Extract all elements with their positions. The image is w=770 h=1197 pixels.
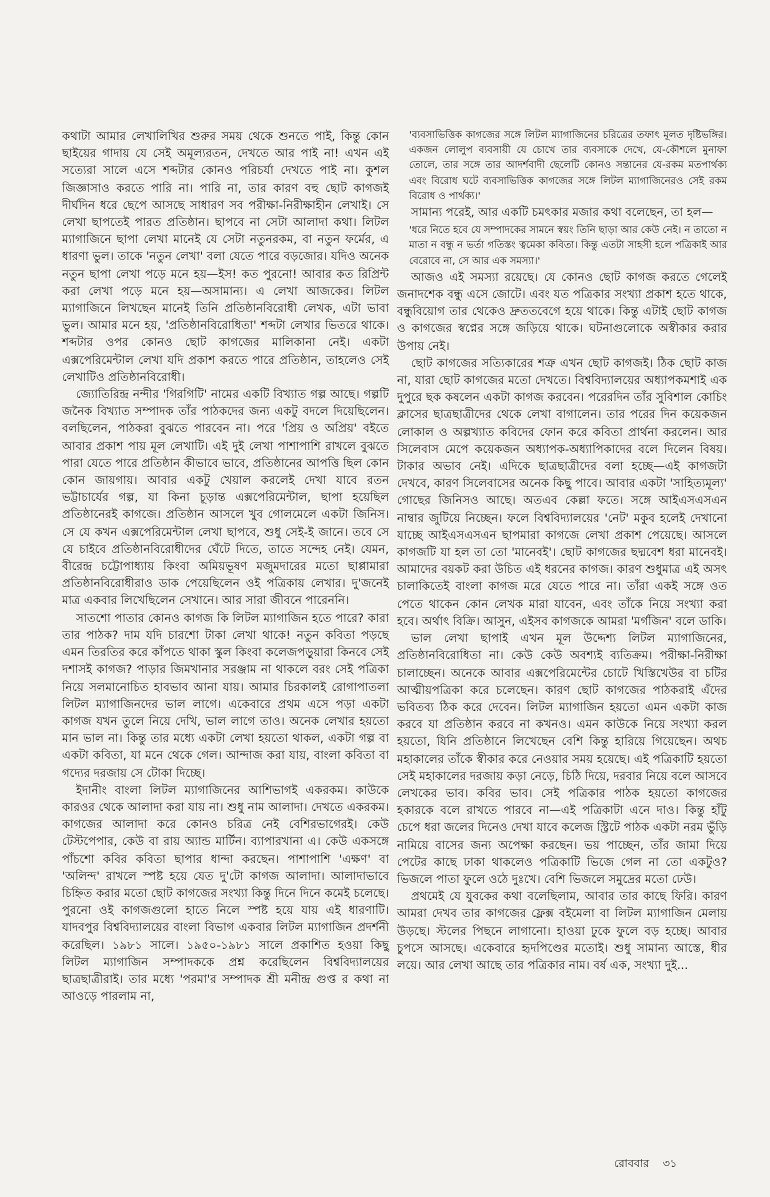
body-paragraph: প্রথমেই যে যুবকের কথা বলেছিলাম, আবার তার কাছে ফিরি। কারণ আমরা দেখব তার কাগজের ফ্লেক্স বইমেলা বা লিটল ম্যাগাজিন মেলায় উড়ছে। স্টলের পিছনে লাগানো। হাওয়া ঢুকে ফুলে বড় হচ্ছে। আবার চুপসে আসছে। একেবারে হৃদপিণ্ডের মতোই। শুধু সামান্য আস্তে, ধীর লয়ে। আর লেখা আছে তার পত্রিকার নাম। বর্ষ এক, সংখ্যা দুই... <box>397 889 727 972</box>
right-column <box>397 128 727 974</box>
body-paragraph: ইদানীং বাংলা লিটল ম্যাগাজিনের আশিভাগই একরকম। কাউকে কারওর থেকে আলাদা করা যায় না। শুধু নাম আলাদা। দেখতে একরকম। কাগজের আলাদা করে কোনও চরিত্র নেই বেশিরভাগেরই। কেউ টেস্টপেপার, কেউ বা রায় অ্যান্ড মার্টিন। ব্যাপারখানা এ। কেউ একসঙ্গে পাঁচশো কবির কবিতা ছাপার ধান্দা করছেন। পাশাপাশি 'এক্ষণ' বা 'অলিন্দ' রাখলে স্পষ্ট হয়ে যেত দু'টো কাগজ আলাদা। আলাদাভাবে চিহ্নিত করার মতো ছোট কাগজের সংখ্যা কিন্তু দিনে দিনে কমেই চলেছে। পুরনো ওই কাগজগুলো হাতে নিলে স্পষ্ট হয়ে যায় এই ধারণাটি। যাদবপুর বিশ্ববিদ্যালয়ের বাংলা বিভাগ একবার লিটল ম্যাগাজিন প্রদর্শনী করেছিল। ১৯৮১ সালে। ১৯৫০-১৯৮১ সালে প্রকাশিত হওয়া কিছু লিটল ম্যাগাজিন সম্পাদককে প্রশ্ন করেছিলেন বিশ্ববিদ্যালয়ের ছাত্রছাত্রীরাই। তার মধ্যে 'পরমা'র সম্পাদক শ্রী মনীন্দ্র গুপ্ত র কথা না আওড়ে পারলাম না, <box>62 782 389 1004</box>
left-column <box>62 128 389 1005</box>
body-paragraph: সামান্য পরেই, আর একটি চমৎকার মজার কথা বলেছেন, তা হল— <box>411 205 714 220</box>
body-paragraph: আজও এই সমস্যা রয়েছে। যে কোনও ছোট কাগজ করতে গেলেই জনাদশেক বন্ধু এসে জোটে। এবং যত পত্রিকার সংখ্যা প্রকাশ হতে থাকে, বন্ধুবিয়োগ তার থেকেও দ্রুততবেগে হয়ে থাকে। কিন্তু এটাই ছোট কাগজ ও কাগজের স্বপ্নের সঙ্গে জড়িয়ে থাকে। ঘটনাগুলোকে অস্বীকার করার উপায় নেই। <box>397 269 727 353</box>
body-paragraph: ভাল লেখা ছাপাই এখন মূল উদ্দেশ্য লিটল ম্যাগাজিনের, প্রতিষ্ঠানবিরোধিতা না। কেউ কেউ অবশ্যই ব্যতিক্রম। পরীক্ষা-নিরীক্ষা চালাচ্ছেন। অনেকে আবার এক্সপেরিমেন্টের চোটে খিস্তিখেউর বা চটির আত্মীয়পত্রিকা করে চলেছেন। কারণ ছোট কাগজের পাঠকরাই এঁদের ভবিতব্য ঠিক করে দেবেন। লিটল ম্যাগাজিন হয়তো এমন একটা কাজ করবে যা প্রতিষ্ঠান করবে না কখনও। এমন কাউকে নিয়ে সংখ্যা করল হয়তো, যিনি প্রতিষ্ঠানে লিখেছেন বেশি কিন্তু হারিয়ে গিয়েছেন। অথচ মহাকালের তাঁকে স্বীকার করে নেওয়ার সময় হয়েছে। এই পত্রিকাটি হয়তো সেই মহাকালের দরজায় কড়া নেড়ে, চিঠি দিয়ে, দরবার নিয়ে বলে আসবে লেখকের ভাব। কবির ভাব। সেই পত্রিকার পাঠক হয়তো কাগজের হকারকে বলে রাখতে পারবে না—এই পত্রিকাটা এনে দাও। কিন্তু হাঁটু চেপে ধরা জলের দিনেও দেখা যাবে কলেজ স্ট্রিটে পাঠক একটা নরম ভুঁড়ি নামিয়ে বাসের জন্য অপেক্ষা করছেন। ভয় পাচ্ছেন, তাঁর জামা দিয়ে পেটের কাছে ঢাকা থাকলেও পত্রিকাটি ভিজে গেল না তো একটুও? ভিজলে পাতা ফুলে ওঠে দুঃখে। বেশি ভিজলে সমুদ্রের মতো ঢেউ। <box>397 631 727 886</box>
body-paragraph: ছোট কাগজের সত্যিকারের শত্রু এখন ছোট কাগজই। ঠিক ছোট কাজ না, যারা ছোট কাগজের মতো দেখতে। বিশ্ববিদ্যালয়ের অধ্যাপকমশাই এক দুপুরে ছক কষলেন একটা কাগজ করবেন। পরেরদিন তাঁর সুবিশাল কোচিং ক্লাসের ছাত্রছাত্রীদের থেকে লেখা বাগালেন। তার পরের দিন কয়েকজন লোকাল ও অল্পখ্যাত কবিদের ফোন করে কবিতা প্রার্থনা করলেন। আর সিলেবাস মেপে কয়েকজন অধ্যাপক-অধ্যাপিকাদের বলে দিলেন বিষয়। টাকার অভাব নেই। এদিকে ছাত্রছাত্রীদের বলা হচ্ছে—এই কাগজটা দেখবে, কারণ সিলেবাসের অনেক কিছু পাবে। আবার একটা 'সাহিত্যমূল্য' গোছের জিনিসও আছে। অতএব কেল্লা ফতে। সঙ্গে আইএসএসএন নাম্বার জুটিয়ে নিচ্ছেন। ফলে বিশ্ববিদ্যালয়ের 'নেট' মকুব হলেই দেখানো যাচ্ছে আইএসএসএন ছাপমারা কাগজে লেখা প্রকাশ পেয়েছে। আসলে কাগজটি যা হল তা তো 'মানেবই'। ছোট কাগজের ছদ্মবেশ ধরা মানেবই। আমাদের বয়কট করা উচিত এই ধরনের কাগজ। কারণ শুধুমাত্র এই অসৎ চালাকিতেই বাংলা কাগজ মরে যেতে পারে না। তাঁরা একই সঙ্গে ওত পেতে থাকেন কোন লেখক মারা যাবেন, এবং তাঁকে নিয়ে সংখ্যা করা হবে। অর্থাৎ বিক্রি। আসুন, এইসব কাগজকে আমরা 'মর্গজিন' বলে ডাকি। <box>397 355 727 628</box>
page-number: ৩১ <box>662 1157 677 1170</box>
body-paragraph: কথাটা আমার লেখালিখির শুরুর সময় থেকে শুনতে পাই, কিন্তু কোন ছাইয়ের গাদায় যে সেই অমূল্যরতন, দেখতে আর পাই না! এখন এই সত্যেরা সালে এসে শব্দটার কোনও পরিচর্যা দেখতে পাই না। কুশল জিজ্ঞাসাও করতে পারি না। পারি না, তার কারণ বহু ছোট কাগজই দীর্ঘদিন ধরে ছেপে আসছে সাধারণ সব পরীক্ষা-নিরীক্ষাহীন লেখাই। সে লেখা ছাপতেই পারত প্রতিষ্ঠান। ছাপবে না সেটা আলাদা কথা। লিটল ম্যাগাজিনে ছাপা লেখা মানেই যে সেটা নতুনরকম, বা নতুন ফর্মের, এ ধারণা ভুল। তাকে 'নতুন লেখা' বলা যেতে পারে বড়জোর। যদিও অনেক নতুন ছাপা লেখা পড়ে মনে হয়—ইস! কত পুরনো! আবার কত রিপ্রিন্ট করা লেখা পড়ে মনে হয়—অসামান্য। এ লেখা আজকের। লিটল ম্যাগাজিনে লিখছেন মানেই তিনি প্রতিষ্ঠানবিরোধী লেখক, এটা ভাবা ভুল। আমার মনে হয়, 'প্রতিষ্ঠানবিরোধিতা' শব্দটা লেখার ভিতরে থাকে। শব্দটার ওপর কোনও ছোট কাগজের মালিকানা নেই। একটা এক্সপেরিমেন্টাল লেখা যদি প্রকাশ করতে পারে প্রতিষ্ঠান, তাহলেও সেই লেখাটিও প্রতিষ্ঠানবিরোধী। <box>62 129 389 384</box>
body-paragraph: সাতশো পাতার কোনও কাগজ কি লিটল ম্যাগাজিন হতে পারে? কারা তার পাঠক? দাম যদি চারশো টাকা লেখা থাকে! নতুন কবিতা পড়ছে এমন তিরতির করে কাঁপতে থাকা স্কুল কিংবা কলেজপড়ুয়ারা কিনবে সেই দশাসই কাগজ? পাড়ার জিমখানার সরঞ্জাম না থাকলে বরং সেই পত্রিকা নিয়ে সলমানোচিত হাবভাব আনা যায়। আমার চিরকালই রোগাপাতলা লিটল ম্যাগাজিনদের ভাল লাগে। একেবারে প্রথম এসে পড়া একটা কাগজ যখন তুলে নিয়ে দেখি, ভাল লাগে তাও। অনেক লেখার হয়তো মান ভাল না। কিন্তু তার মধ্যে একটা লেখা হয়তো থাকল, একটা গল্প বা একটা কবিতা, যা মনে থেকে গেল। আন্দাজ করা যায়, বাংলা কবিতা বা গদ্যের দরজায় সে টোকা দিচ্ছে। <box>62 610 389 780</box>
quote-block: 'ব্যবসাভিত্তিক কাগজের সঙ্গে লিটল ম্যাগাজিনের চরিত্রের তফাৎ মূলত দৃষ্টিভঙ্গির। একজন লোলুপ ব্যবসায়ী যে চোখে তার ব্যবসাকে দেখে, যে-কৌশলে মুনাফা তোলে, তার সঙ্গে তার আদর্শবাদী ছেলেটি কোনও সন্তানের যে-রকম মতপার্থক্য এবং বিরোধ ঘটে ব্যবসাভিত্তিক কাগজের সঙ্গে লিটল ম্যাগাজিনেরও সেই রকম বিরোধ ও পার্থক্য।' <box>409 130 727 202</box>
footer-label: রোববার <box>614 1157 650 1170</box>
page-footer <box>604 1155 677 1174</box>
quote-block: 'ধরে নিতে হবে যে সম্পাদকের সামনে স্বয়ং তিনি ছাড়া আর কেউ নেই। ন তাতো ন মাতা ন বন্ধু ন ভর্তা গতিস্তং ত্বমেকা কবিতা। কিন্তু এতটা সাহসী হলে পত্রিকাই আর বেরোবে না, সে আর এক সমস্যা।' <box>409 225 727 267</box>
body-paragraph: জ্যোতিরিন্দ্র নন্দীর 'গিরগিটি' নামের একটি বিখ্যাত গল্প আছে। গল্পটি জনৈক বিখ্যাত সম্পাদক তাঁর পাঠকদের জন্য একটু বদলে দিয়েছিলেন। বলছিলেন, পাঠকরা বুঝতে পারবেন না। পরে 'প্রিয় ও অপ্রিয়' বইতে আবার প্রকাশ পায় মূল লেখাটি। এই দুই লেখা পাশাপাশি রাখলে বুঝতে পারা যেতে পারে প্রতিষ্ঠান কীভাবে ভাবে, প্রতিষ্ঠানের আপত্তি ছিল কোন কোন জায়গায়। আবার একটু খেয়াল করলেই দেখা যাবে রতন ভট্টাচার্যের গল্প, যা কিনা চূড়ান্ত এক্সপেরিমেন্টাল, ছাপা হয়েছিল প্রতিষ্ঠানেরই কাগজে। প্রতিষ্ঠান আসলে খুব গোলমেলে একটা জিনিস। সে যে কখন এক্সপেরিমেন্টাল লেখা ছাপবে, শুধু সেই-ই জানে। তবে সে যে চাইবে প্রতিষ্ঠানবিরোধীদের ঘেঁটে দিতে, তাতে সন্দেহ নেই। যেমন, বীরেন্দ্র চট্টোপাধ্যায় কিংবা অমিয়ভূষণ মজুমদারের মতো ছাপ্পামারা প্রতিষ্ঠানবিরোধীরাও ডাক পেয়েছিলেন ওই পত্রিকায় লেখার। দু'জনেই মাত্র একবার লিখেছিলেন সেখানে। আর সারা জীবনে পারেননি। <box>62 387 389 608</box>
